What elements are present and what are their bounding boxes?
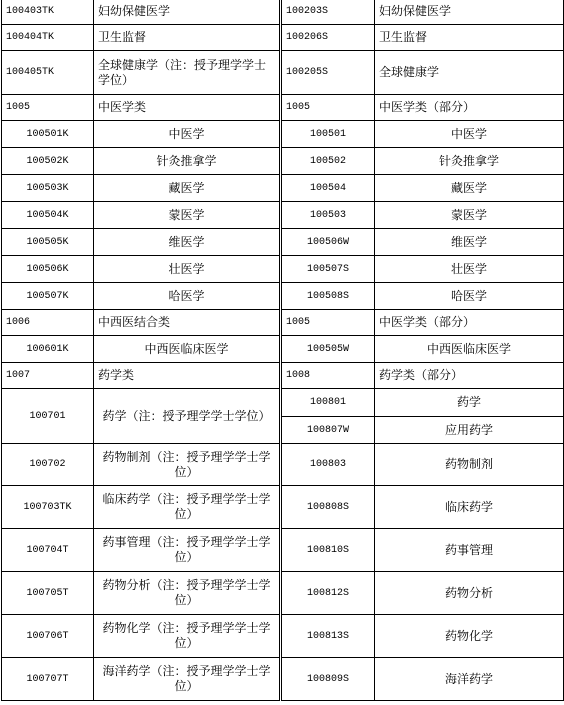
new-name-cell: 药学类（部分）: [375, 363, 564, 389]
new-name-cell: 中医学: [375, 121, 564, 148]
new-code-cell: 100808S: [281, 486, 375, 529]
table-row: [2, 25, 564, 51]
table-row: [2, 389, 564, 417]
old-name-cell: 针灸推拿学: [94, 148, 281, 175]
old-code-cell: 100507K: [2, 283, 94, 310]
new-code-cell: 100809S: [281, 658, 375, 701]
old-name-cell: 哈医学: [94, 283, 281, 310]
old-name-cell: 临床药学（注：授予理学学士学位）: [94, 486, 281, 529]
old-code-cell: 100503K: [2, 175, 94, 202]
old-code-cell: 100405TK: [2, 51, 94, 95]
old-code-cell: 1007: [2, 363, 94, 389]
table-row: [2, 175, 564, 202]
new-name-cell: 药物分析: [375, 572, 564, 615]
table-row: [2, 310, 564, 336]
old-name-cell: 维医学: [94, 229, 281, 256]
new-code-cell: 100503: [281, 202, 375, 229]
new-name-cell: 全球健康学: [375, 51, 564, 95]
table-row: [2, 658, 564, 701]
new-code-cell: 100502: [281, 148, 375, 175]
new-name-cell: 临床药学: [375, 486, 564, 529]
old-code-cell: 100404TK: [2, 25, 94, 51]
old-name-cell: 中医学类: [94, 95, 281, 121]
new-name-cell: 蒙医学: [375, 202, 564, 229]
table-row: [2, 615, 564, 658]
old-code-cell: 100601K: [2, 336, 94, 363]
table-row: [2, 51, 564, 95]
old-name-cell: 卫生监督: [94, 25, 281, 51]
old-name-cell: 中西医结合类: [94, 310, 281, 336]
new-code-cell: 100507S: [281, 256, 375, 283]
new-name-cell: 药物化学: [375, 615, 564, 658]
old-name-cell: 全球健康学（注：授予理学学士学位）: [94, 51, 281, 95]
old-code-cell: 100501K: [2, 121, 94, 148]
new-code-cell: 100203S: [281, 0, 375, 25]
new-name-cell: 针灸推拿学: [375, 148, 564, 175]
table-row: [2, 529, 564, 572]
new-code-cell: 100501: [281, 121, 375, 148]
new-name-cell: 中西医临床医学: [375, 336, 564, 363]
old-code-cell: 100702: [2, 444, 94, 486]
new-name-cell: 藏医学: [375, 175, 564, 202]
new-code-cell: 100803: [281, 444, 375, 486]
new-name-cell: 维医学: [375, 229, 564, 256]
old-name-cell: 药学类: [94, 363, 281, 389]
new-code-cell: 100801: [281, 389, 375, 417]
new-name-cell: 药物制剂: [375, 444, 564, 486]
old-name-cell: 蒙医学: [94, 202, 281, 229]
old-code-cell: 100504K: [2, 202, 94, 229]
old-name-cell: 药学（注：授予理学学士学位）: [94, 389, 281, 444]
new-code-cell: 100504: [281, 175, 375, 202]
table-row: [2, 444, 564, 486]
table-row: [2, 256, 564, 283]
new-name-cell: 中医学类（部分）: [375, 310, 564, 336]
new-code-cell: 100812S: [281, 572, 375, 615]
table-row: [2, 121, 564, 148]
table-row: [2, 283, 564, 310]
old-code-cell: 1005: [2, 95, 94, 121]
new-code-cell: 100508S: [281, 283, 375, 310]
old-name-cell: 药物化学（注：授予理学学士学位）: [94, 615, 281, 658]
table-row: [2, 229, 564, 256]
new-code-cell: 100506W: [281, 229, 375, 256]
new-code-cell: 1005: [281, 95, 375, 121]
new-name-cell: 哈医学: [375, 283, 564, 310]
table-row: [2, 572, 564, 615]
new-name-cell: 应用药学: [375, 417, 564, 444]
new-name-cell: 壮医学: [375, 256, 564, 283]
old-code-cell: 100506K: [2, 256, 94, 283]
new-name-cell: 药事管理: [375, 529, 564, 572]
new-code-cell: 100505W: [281, 336, 375, 363]
old-code-cell: 100706T: [2, 615, 94, 658]
old-code-cell: 100704T: [2, 529, 94, 572]
table-row: [2, 202, 564, 229]
new-name-cell: 海洋药学: [375, 658, 564, 701]
new-name-cell: 中医学类（部分）: [375, 95, 564, 121]
old-code-cell: 100705T: [2, 572, 94, 615]
new-code-cell: 100810S: [281, 529, 375, 572]
old-name-cell: 藏医学: [94, 175, 281, 202]
major-comparison-table: [1, 0, 564, 701]
old-name-cell: 药物制剂（注：授予理学学士学位）: [94, 444, 281, 486]
new-code-cell: 1008: [281, 363, 375, 389]
old-name-cell: 药物分析（注：授予理学学士学位）: [94, 572, 281, 615]
new-code-cell: 100205S: [281, 51, 375, 95]
table-row: [2, 336, 564, 363]
table-row: [2, 363, 564, 389]
table-row: [2, 486, 564, 529]
old-code-cell: 100703TK: [2, 486, 94, 529]
old-name-cell: 壮医学: [94, 256, 281, 283]
old-name-cell: 海洋药学（注：授予理学学士学位）: [94, 658, 281, 701]
old-code-cell: 1006: [2, 310, 94, 336]
new-name-cell: 卫生监督: [375, 25, 564, 51]
old-code-cell: 100701: [2, 389, 94, 444]
old-code-cell: 100505K: [2, 229, 94, 256]
old-code-cell: 100502K: [2, 148, 94, 175]
table-row: [2, 95, 564, 121]
table-row: [2, 148, 564, 175]
old-code-cell: 100707T: [2, 658, 94, 701]
new-name-cell: 妇幼保健医学: [375, 0, 564, 25]
table-row: [2, 0, 564, 25]
old-name-cell: 中西医临床医学: [94, 336, 281, 363]
new-code-cell: 100813S: [281, 615, 375, 658]
new-name-cell: 药学: [375, 389, 564, 417]
old-name-cell: 妇幼保健医学: [94, 0, 281, 25]
old-code-cell: 100403TK: [2, 0, 94, 25]
new-code-cell: 100807W: [281, 417, 375, 444]
old-name-cell: 中医学: [94, 121, 281, 148]
new-code-cell: 1005: [281, 310, 375, 336]
old-name-cell: 药事管理（注：授予理学学士学位）: [94, 529, 281, 572]
new-code-cell: 100206S: [281, 25, 375, 51]
